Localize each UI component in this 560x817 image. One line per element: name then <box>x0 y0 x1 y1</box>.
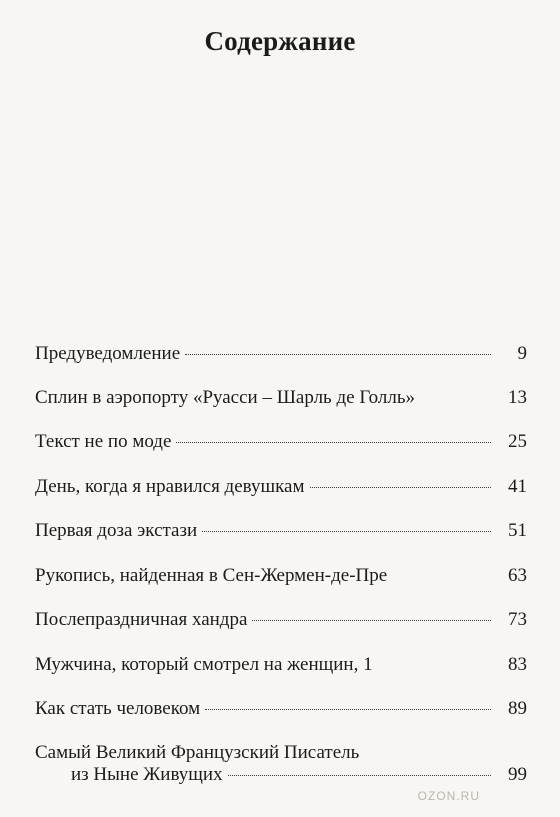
entry-title: Рукопись, найденная в Сен-Жермен-де-Пре <box>35 565 388 586</box>
entry-title: День, когда я нравился девушкам <box>35 476 305 497</box>
page-number: 9 <box>517 343 527 364</box>
dot-leader <box>252 619 491 621</box>
page-number: 51 <box>508 520 527 541</box>
dot-leader <box>310 486 491 488</box>
page-number: 99 <box>508 764 527 785</box>
page-number: 83 <box>508 654 527 675</box>
entry-title: Послепраздничная хандра <box>35 609 248 630</box>
toc-entry <box>35 476 527 498</box>
toc-entry <box>35 387 527 409</box>
toc-entry <box>35 698 527 720</box>
toc-entry <box>35 520 527 542</box>
entry-title-line1: Самый Великий Французский Писатель <box>35 742 360 763</box>
toc-entry <box>35 654 527 676</box>
page-number: 73 <box>508 609 527 630</box>
entry-title: Предуведомление <box>35 343 181 364</box>
dot-leader <box>185 353 491 355</box>
page-title: Содержание <box>204 26 356 56</box>
dot-leader <box>205 708 491 710</box>
dot-leader <box>202 530 491 532</box>
entry-title: Текст не по моде <box>35 431 172 452</box>
entry-title: Как стать человеком <box>35 698 201 719</box>
toc-entry <box>35 565 527 587</box>
entry-title: Мужчина, который смотрел на женщин, 1 <box>35 654 373 675</box>
toc-entry <box>35 431 527 453</box>
entry-title-line2: из Ныне Живущих <box>71 764 223 785</box>
dot-leader <box>228 774 491 776</box>
toc-entry <box>35 609 527 631</box>
entry-title: Сплин в аэропорту «Руасси – Шарль де Голль» <box>35 387 416 408</box>
entry-title: Первая доза экстази <box>35 520 198 541</box>
toc-entry <box>35 742 527 786</box>
toc-entry <box>35 343 527 365</box>
page-number: 13 <box>508 387 527 408</box>
page-number: 63 <box>508 565 527 586</box>
page-number: 89 <box>508 698 527 719</box>
watermark: OZON.RU <box>417 789 480 803</box>
page-number: 41 <box>508 476 527 497</box>
page-number: 25 <box>508 431 527 452</box>
dot-leader <box>176 441 491 443</box>
